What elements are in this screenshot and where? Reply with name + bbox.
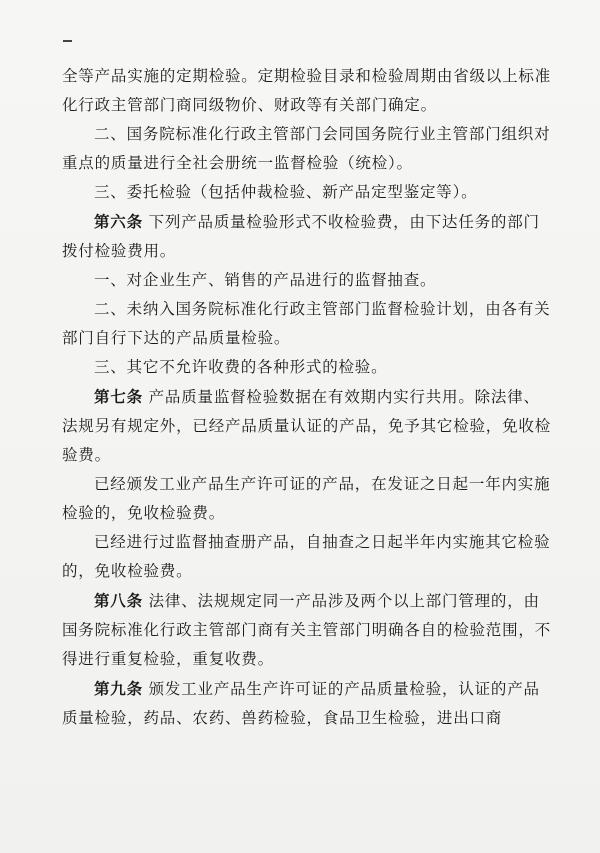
paragraph-continuation: 全等产品实施的定期检验。定期检验目录和检验周期由省级以上标准化行政主管部门商同级物价、财政等有关部门确定。 [62,67,552,114]
article-9-heading: 第九条 [94,679,143,698]
article-8-text: 法律、法规规定同一产品涉及两个以上部门管理的，由国务院标准化行政主管部门商有关主管部门明确各自的检验范围，不得进行重复检验，重复收费。 [62,592,552,668]
scan-mark [63,40,72,42]
article-6 [62,207,552,266]
paragraph-item-3: 三、委托检验（包括仲裁检验、新产品定型鉴定等）。 [94,183,478,201]
article-9 [62,674,552,733]
article-7-text: 产品质量监督检验数据在有效期内实行共用。除法律、法规另有规定外，已经产品质量认证的产品，免予其它检验，免收检验费。 [62,388,552,464]
article-7-heading: 第七条 [94,387,143,406]
paragraph-item-2: 二、国务院标准化行政主管部门会同国务院行业主管部门组织对重点的质量进行全社会册统一监督检验（统检）。 [62,125,551,172]
article-8-heading: 第八条 [94,591,143,610]
article-7 [62,382,552,470]
paragraph-7-b: 已经进行过监督抽查册产品，自抽查之日起半年内实施其它检验的，免收检验费。 [62,533,551,580]
document-body [62,62,552,733]
article-9-text: 颁发工业产品生产许可证的产品质量检验，认证的产品质量检验，药品、农药、兽药检验，食品卫生检验，进出口商 [62,680,540,727]
paragraph-6-item-1: 一、对企业生产、销售的产品进行的监督抽查。 [94,271,437,289]
article-6-text: 下列产品质量检验形式不收检验费，由下达任务的部门拨付检验费用。 [62,213,540,260]
paragraph-6-item-3: 三、其它不允许收费的各种形式的检验。 [94,358,388,376]
article-6-heading: 第六条 [94,212,143,231]
article-8 [62,586,552,674]
paragraph-6-item-2: 二、未纳入国务院标准化行政主管部门监督检验计划，由各有关部门自行下达的产品质量检验。 [62,300,551,347]
paragraph-7-a: 已经颁发工业产品生产许可证的产品，在发证之日起一年内实施检验的，免收检验费。 [62,475,551,522]
